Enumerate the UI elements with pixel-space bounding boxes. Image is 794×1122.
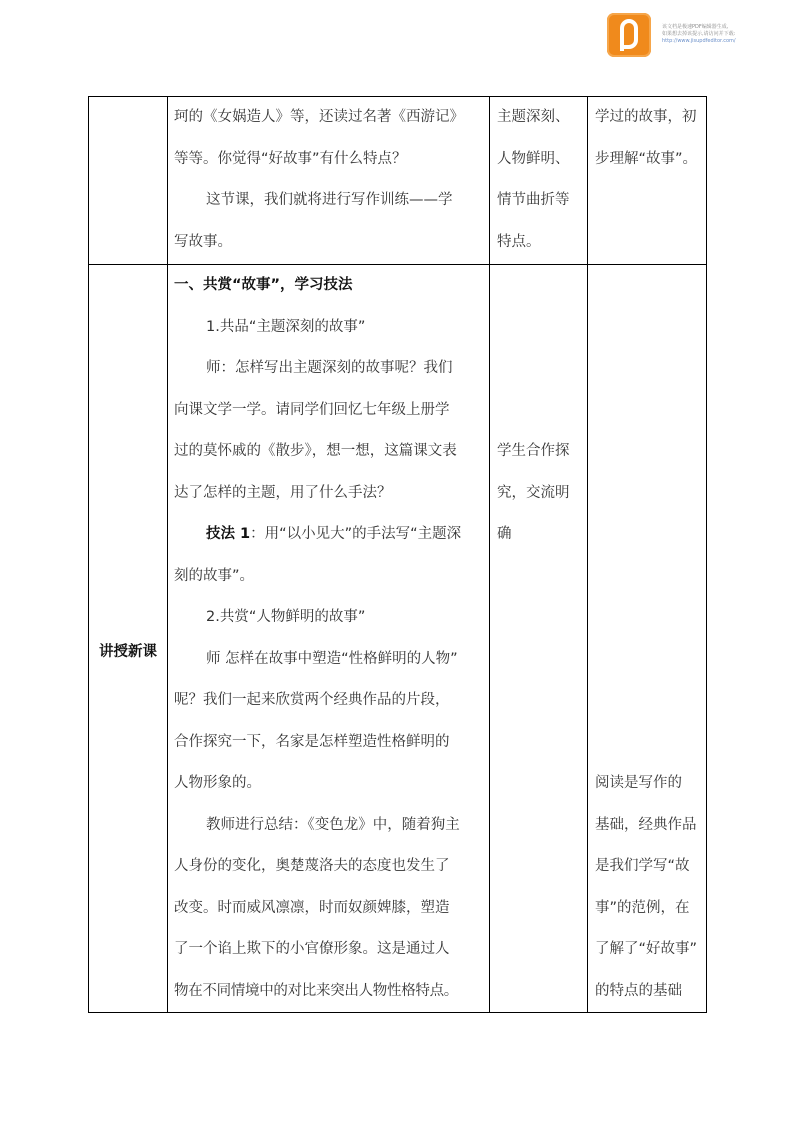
pdf-editor-logo-icon: [607, 13, 651, 57]
section-label: 讲授新课: [99, 644, 157, 660]
row2-intent-cell: 阅读是写作的 基础，经典作品 是我们学写“故 事”的范例，在 了解了“好故事” 的特点的基础: [588, 265, 707, 1013]
row1-student-cell: 主题深刻、 人物鲜明、 情节曲折等 特点。: [490, 97, 588, 265]
row2-student-cell: 学生合作探 究，交流明 确: [490, 265, 588, 1013]
row1-content-cell: 珂的《女娲造人》等，还读过名著《西游记》 等等。你觉得“好故事”有什么特点？ 这节课，我们就将进行写作训练——学 写故事。: [168, 97, 490, 265]
row1-section-cell: [89, 97, 168, 265]
watermark-link[interactable]: http://www.jisupdfeditor.com/: [662, 38, 736, 44]
section-heading: 一、共赏“故事”，学习技法: [174, 277, 353, 293]
lesson-plan-table: [88, 96, 707, 1013]
skill-label: 技法 1: [206, 526, 251, 542]
row2-section-cell: [89, 265, 168, 1013]
row1-intent-cell: 学过的故事，初 步理解“故事”。: [588, 97, 707, 265]
row2-content-cell: 一、共赏“故事”，学习技法 1.共品“主题深刻的故事” 师：怎样写出主题深刻的故事呢？我们 向课文学一学。请同学们回忆七年级上册学 过的莫怀戚的《散步》，想一想，这篇课文表 达了怎样的主题，用了什么手法？ 技法 1：用“以小见大”的手法写“主题深 刻的故事”。 2.共赏“人物鲜明的故事” 师 怎样在故事中塑造“性格鲜明的人物” 呢？我们一起来欣赏两个经典作品的片段， 合作探究一下，名家是怎样塑造性格鲜明的 人物形象的。 教师进行总结：《变色龙》中，随着狗主 人身份的变化，奥楚蔑洛夫的态度也发生了 改变。时而威风凛凛，时而奴颜婢膝，塑造 了一个谄上欺下的小官僚形象。这是通过人 物在不同情境中的对比来突出人物性格特点。: [168, 265, 490, 1013]
watermark-text: 该文档是极速PDF编辑器生成, 如果想去掉该提示,请访问并下载: http://www.jisupdfeditor.com/: [662, 24, 792, 45]
